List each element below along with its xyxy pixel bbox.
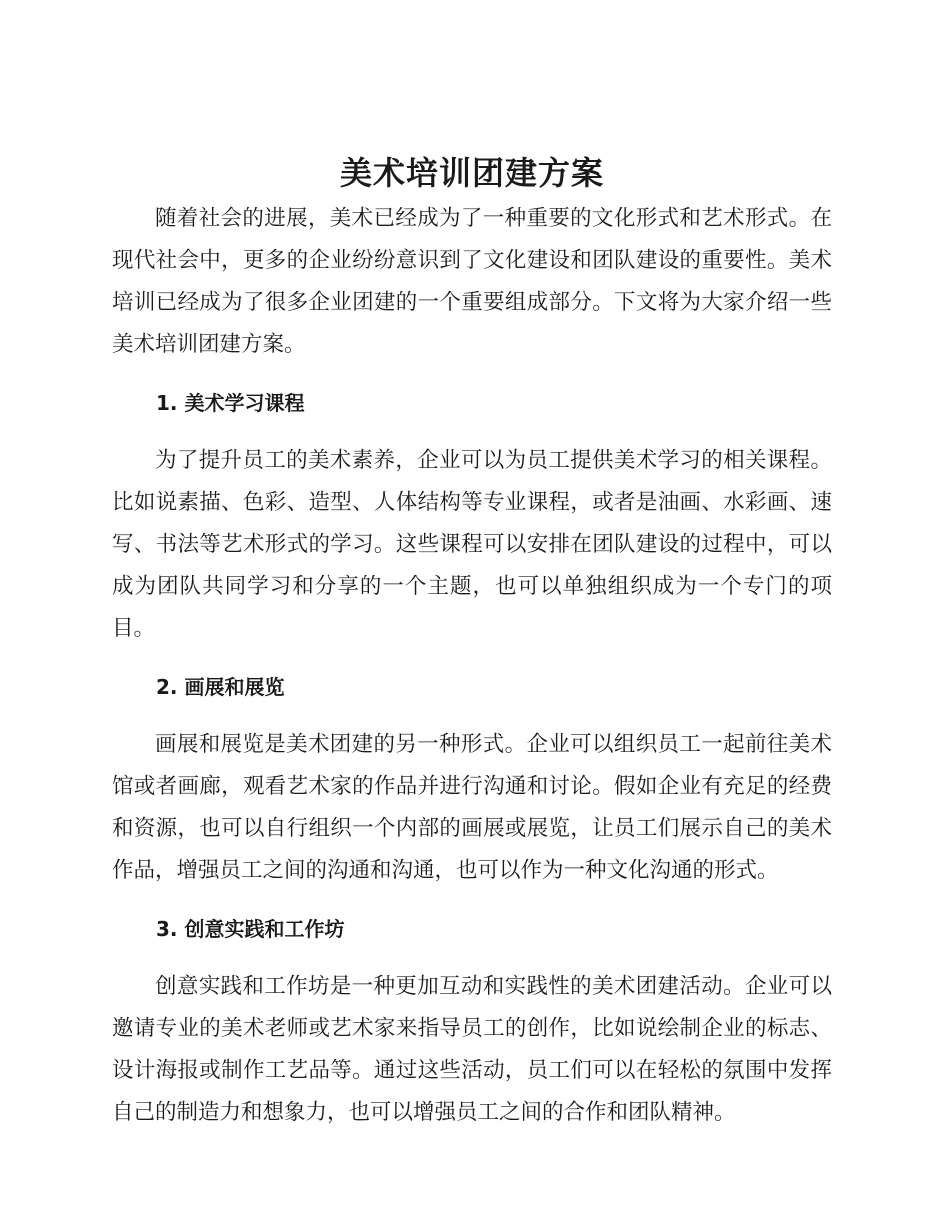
document-title: 美术培训团建方案 xyxy=(339,154,604,192)
document-page xyxy=(112,148,832,1134)
section-body-1: 为了提升员工的美术素养，企业可以为员工提供美术学习的相关课程。比如说素描、色彩、造型、人体结构等专业课程，或者是油画、水彩画、速写、书法等艺术形式的学习。这些课程可以安排在团队建设的过程中，可以成为团队共同学习和分享的一个主题，也可以单独组织成为一个专门的项目。 xyxy=(112,448,832,641)
section-heading-3: 3. 创意实践和工作坊 xyxy=(156,917,345,941)
section-body-3: 创意实践和工作坊是一种更加互动和实践性的美术团建活动。企业可以邀请专业的美术老师或艺术家来指导员工的创作，比如说绘制企业的标志、设计海报或制作工艺品等。通过这些活动，员工们可以在轻松的氛围中发挥自己的制造力和想象力，也可以增强员工之间的合作和团队精神。 xyxy=(112,974,832,1125)
section-heading-1: 1. 美术学习课程 xyxy=(156,391,305,415)
intro-paragraph: 随着社会的进展，美术已经成为了一种重要的文化形式和艺术形式。在现代社会中，更多的企业纷纷意识到了文化建设和团队建设的重要性。美术培训已经成为了很多企业团建的一个重要组成部分。下文将为大家介绍一些美术培训团建方案。 xyxy=(112,206,832,357)
section-heading-2: 2. 画展和展览 xyxy=(156,675,285,699)
section-body-2: 画展和展览是美术团建的另一种形式。企业可以组织员工一起前往美术馆或者画廊，观看艺术家的作品并进行沟通和讨论。假如企业有充足的经费和资源，也可以自行组织一个内部的画展或展览，让员工们展示自己的美术作品，增强员工之间的沟通和沟通，也可以作为一种文化沟通的形式。 xyxy=(112,732,832,883)
